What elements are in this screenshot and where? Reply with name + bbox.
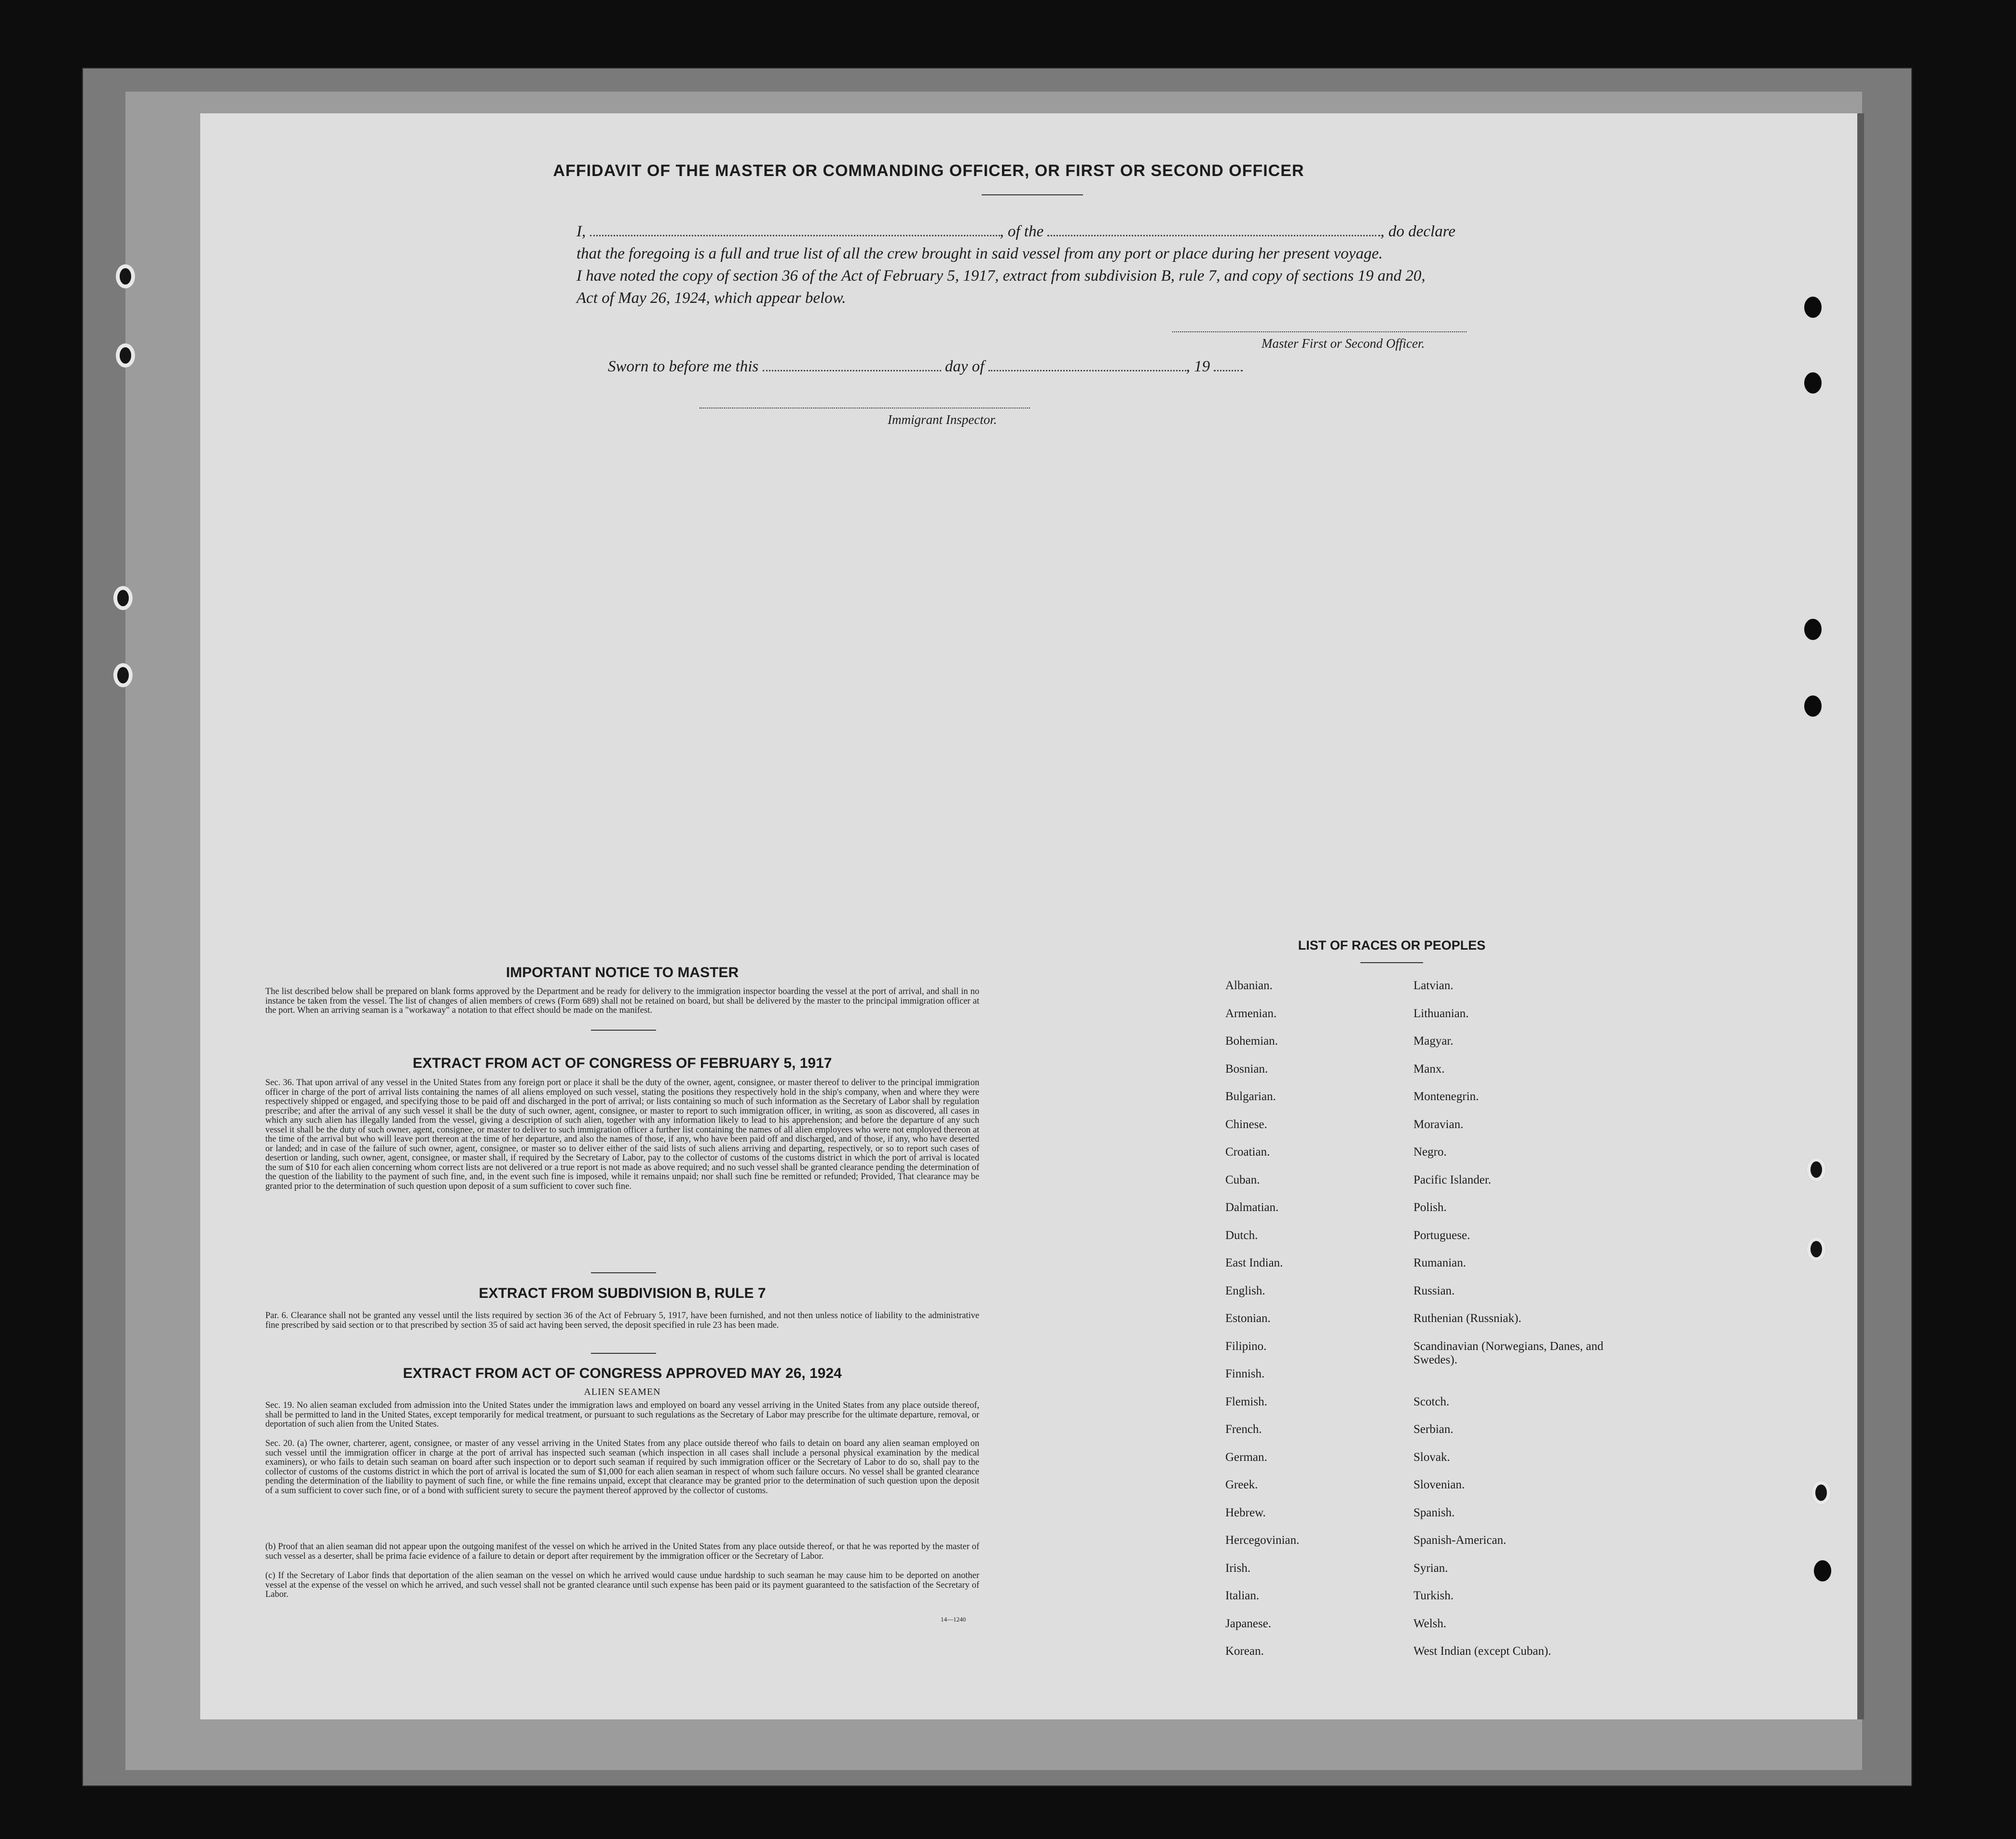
race-item: Irish. <box>1225 1561 1251 1575</box>
affidavit-line-3: I have noted the copy of section 36 of the Act of February 5, 1917, extract from subdivision B, rule 7, and copy of sections 19 and 20, <box>576 267 1426 285</box>
race-item: Croatian. <box>1225 1145 1270 1158</box>
races-title: LIST OF RACES OR PEOPLES <box>1298 938 1486 953</box>
race-item: Armenian. <box>1225 1007 1277 1020</box>
inspector-signature-line[interactable] <box>699 408 1030 409</box>
race-item: English. <box>1225 1284 1265 1297</box>
sworn-year: , 19 <box>1186 358 1210 375</box>
race-item: Slovenian. <box>1413 1478 1465 1491</box>
race-item: Latvian. <box>1413 979 1454 992</box>
race-item: Rumanian. <box>1413 1256 1467 1269</box>
race-item: Magyar. <box>1413 1035 1454 1048</box>
master-signature-line[interactable] <box>1172 331 1467 332</box>
race-item: Cuban. <box>1225 1173 1260 1186</box>
affidavit-line-4: Act of May 26, 1924, which appear below. <box>576 289 846 307</box>
section-divider <box>591 1030 656 1031</box>
punch-hole <box>1807 1237 1826 1261</box>
sworn-day-blank[interactable] <box>763 357 941 371</box>
race-item: Lithuanian. <box>1413 1007 1469 1020</box>
sworn-line <box>608 355 1243 378</box>
affidavit-i: I, <box>576 223 586 240</box>
race-item: Scotch. <box>1413 1395 1450 1408</box>
race-item: West Indian (except Cuban). <box>1413 1645 1551 1658</box>
punch-hole <box>1804 619 1822 640</box>
race-item: Bosnian. <box>1225 1062 1268 1076</box>
race-item: Syrian. <box>1413 1561 1448 1575</box>
sworn-month-blank[interactable] <box>988 357 1186 371</box>
race-item: Dutch. <box>1225 1228 1258 1242</box>
race-item: French. <box>1225 1423 1262 1436</box>
race-item: Pacific Islander. <box>1413 1173 1492 1186</box>
rule7-text: Par. 6. Clearance shall not be granted any vessel until the lists required by section 36 of the Act of February 5, 1917, have been furnished, and not then unless notice of liability to the administrative fine prescribed by said section or to that prescribed by section 35 of said act having been served, the deposit specified in rule 23 has been made. <box>265 1311 979 1330</box>
affidavit-title: AFFIDAVIT OF THE MASTER OR COMMANDING OFFICER, OR FIRST OR SECOND OFFICER <box>553 162 1304 180</box>
race-item: Hebrew. <box>1225 1506 1266 1519</box>
punch-hole <box>116 264 135 288</box>
section-divider <box>591 1272 656 1273</box>
race-item: Estonian. <box>1225 1312 1271 1325</box>
race-item: Albanian. <box>1225 979 1273 992</box>
race-item: Bulgarian. <box>1225 1090 1276 1103</box>
act-1924-sec20b: (b) Proof that an alien seaman did not appear upon the outgoing manifest of the vessel on which he arrived in the United States from any place outside thereof, or that he was reported by the master of such vessel as a deserter, shall be prima facie evidence of a failure to detain or deport after requirement by the immigration officer or the Secretary of Labor. <box>265 1542 979 1561</box>
race-item: Greek. <box>1225 1478 1258 1491</box>
race-item: Portuguese. <box>1413 1228 1470 1242</box>
act-1917-text: Sec. 36. That upon arrival of any vessel in the United States from any foreign port or place it shall be the duty of the owner, agent, consignee, or master thereof to deliver to the principal immigration officer in charge of the port of arrival lists containing the names of all aliens employed on such vessel, stating the positions they respectively hold in the ship's company, when and where they were respectively shipped or engaged, and specifying those to be paid off and discharged in the port of arrival; or lists containing so much of such information as the Secretary of Labor shall by regulation prescribe; and after the arrival of any such vessel it shall be the duty of such owner, agent, consignee, or master to report to such immigration officer, in writing, as soon as discovered, all cases in which any such alien has illegally landed from the vessel, giving a description of such alien, together with any information likely to lead to his apprehension; and before the departure of any such vessel it shall be the duty of such owner, agent, consignee, or master to deliver to such immigration officer a further list containing the names of all alien employees who were not employed thereon at the time of the arrival but who will leave port thereon at the time of her departure, and also the names of those, if any, who have been paid off and discharged, and of those, if any, who have deserted or landed; and in case of the failure of such owner, agent, consignee, or master so to deliver either of the said lists of such aliens arriving and departing, respectively, or so to report such cases of desertion or landing, such owner, agent, consignee, or master shall, if required by the Secretary of Labor, pay to the collector of customs of the customs district in which the port of arrival is located the sum of $10 for each alien concerning whom correct lists are not delivered or a true report is not made as above required; and no such vessel shall be granted clearance pending the determination of the question of the liability to the payment of such fine, and, in the event such fine is imposed, while it remains unpaid; nor shall such fine be remitted or refunded; Provided, That clearance may be granted prior to the determination of such question upon deposit of a sum sufficient to cover such fine. <box>265 1078 979 1191</box>
act-1924-sec19: Sec. 19. No alien seaman excluded from admission into the United States under the immigration laws and employed on board any vessel arriving in the United States from any place outside thereof, shall be permitted to land in the United States, except temporarily for medical treatment, or pursuant to such regulations as the Secretary of Labor may prescribe for the ultimate departure, removal, or deportation of such alien from the United States. <box>265 1401 979 1429</box>
title-underline <box>982 194 1083 195</box>
races-title-underline <box>1360 962 1423 963</box>
race-item: Bohemian. <box>1225 1035 1278 1048</box>
affidavit-line-2: that the foregoing is a full and true list of all the crew brought in said vessel from any port or place during her present voyage. <box>576 245 1383 262</box>
race-item: Scandinavian (Norwegians, Danes, and Swedes). <box>1413 1339 1604 1366</box>
races-left-column <box>1225 979 1299 1673</box>
master-signature-label: Master First or Second Officer. <box>1262 336 1425 351</box>
sworn-prefix: Sworn to before me this <box>608 358 759 375</box>
act-1917-title: EXTRACT FROM ACT OF CONGRESS OF FEBRUARY 5, 1917 <box>412 1055 832 1071</box>
punch-hole <box>116 343 135 368</box>
race-item: Dalmatian. <box>1225 1201 1279 1214</box>
race-item: Japanese. <box>1225 1617 1272 1630</box>
section-divider <box>591 1353 656 1354</box>
race-item: Welsh. <box>1413 1617 1447 1630</box>
race-item: Filipino. <box>1225 1339 1267 1353</box>
name-blank[interactable] <box>590 222 1000 236</box>
sworn-year-blank[interactable] <box>1214 357 1243 371</box>
race-item: Polish. <box>1413 1201 1447 1214</box>
affidavit-of-the: , of the <box>1000 223 1044 240</box>
race-item: Finnish. <box>1225 1367 1265 1380</box>
punch-hole <box>1804 695 1822 717</box>
form-number: 14—1240 <box>941 1616 966 1623</box>
punch-hole <box>1811 1481 1831 1505</box>
affidavit-declare: , do declare <box>1380 223 1455 240</box>
punch-hole <box>1807 1158 1826 1182</box>
race-item: Turkish. <box>1413 1589 1454 1602</box>
inspector-signature-label: Immigrant Inspector. <box>888 412 997 427</box>
sworn-day-of: day of <box>945 358 985 375</box>
alien-seamen-subtitle: ALIEN SEAMEN <box>584 1387 661 1397</box>
affidavit-line-1 <box>576 220 1455 243</box>
punch-hole <box>1814 1560 1831 1581</box>
notice-title: IMPORTANT NOTICE TO MASTER <box>506 965 739 981</box>
race-item: Slovak. <box>1413 1450 1450 1464</box>
manifest-page <box>200 113 1864 1719</box>
punch-hole <box>113 663 133 687</box>
race-item: Spanish-American. <box>1413 1534 1507 1547</box>
race-item: East Indian. <box>1225 1256 1283 1269</box>
race-item: Spanish. <box>1413 1506 1455 1519</box>
race-item: Russian. <box>1413 1284 1455 1297</box>
race-item: Hercegovinian. <box>1225 1534 1300 1547</box>
punch-hole <box>1804 372 1822 394</box>
race-item: Moravian. <box>1413 1117 1464 1131</box>
race-item: Chinese. <box>1225 1117 1267 1131</box>
punch-hole <box>1804 297 1822 318</box>
race-item: Serbian. <box>1413 1423 1454 1436</box>
race-item: German. <box>1225 1450 1267 1464</box>
races-right-column <box>1413 979 1616 1673</box>
race-item: Montenegrin. <box>1413 1090 1479 1103</box>
punch-hole <box>113 586 133 610</box>
rule7-title: EXTRACT FROM SUBDIVISION B, RULE 7 <box>479 1285 766 1301</box>
act-1924-title: EXTRACT FROM ACT OF CONGRESS APPROVED MAY 26, 1924 <box>403 1365 842 1381</box>
race-item: Flemish. <box>1225 1395 1267 1408</box>
vessel-blank[interactable] <box>1047 222 1380 236</box>
race-item: Ruthenian (Russniak). <box>1413 1312 1522 1325</box>
notice-text: The list described below shall be prepared on blank forms approved by the Department and be ready for delivery to the immigration inspector boarding the vessel at the port of arrival, and shall in no instance be taken from the vessel. The list of changes of alien members of crews (Form 689) shall not be retained on board, but shall be delivered by the master to the principal immigration officer at the port. When an arriving seaman is a "workaway" a notation to that effect should be made on the manifest. <box>265 987 979 1015</box>
race-item: Negro. <box>1413 1145 1447 1158</box>
act-1924-sec20c: (c) If the Secretary of Labor finds that deportation of the alien seaman on the vessel on which he arrived would cause undue hardship to such seaman he may cause him to be deported on another vessel at the expense of the vessel on which he arrived, and such vessel shall not be granted clearance until such expense has been paid or its payment guaranteed to the satisfaction of the Secretary of Labor. <box>265 1571 979 1599</box>
race-item: Italian. <box>1225 1589 1260 1602</box>
race-item: Korean. <box>1225 1645 1264 1658</box>
race-item: Manx. <box>1413 1062 1445 1076</box>
act-1924-sec20a: Sec. 20. (a) The owner, charterer, agent, consignee, or master of any vessel arriving in the United States from any place outside thereof who fails to detain on board any alien seaman employed on such vessel until the immigration officer in charge at the port of arrival has inspected such seaman (which inspection in all cases shall include a personal physical examination by the medical examiners), or who fails to detain such seaman on board after such inspection or to deport such seaman if required by such immigration officer or the Secretary of Labor to do so, shall pay to the collector of customs of the customs district in which the port of arrival is located the sum of $1,000 for each alien seaman in respect of whom such failure occurs. No vessel shall be granted clearance pending the determination of the liability to payment of such fine, or while the fine remains unpaid, except that clearance may be granted prior to the determination of such question upon the deposit of a sum sufficient to cover such fine, or of a bond with sufficient surety to secure the payment thereof approved by the collector of customs. <box>265 1439 979 1496</box>
